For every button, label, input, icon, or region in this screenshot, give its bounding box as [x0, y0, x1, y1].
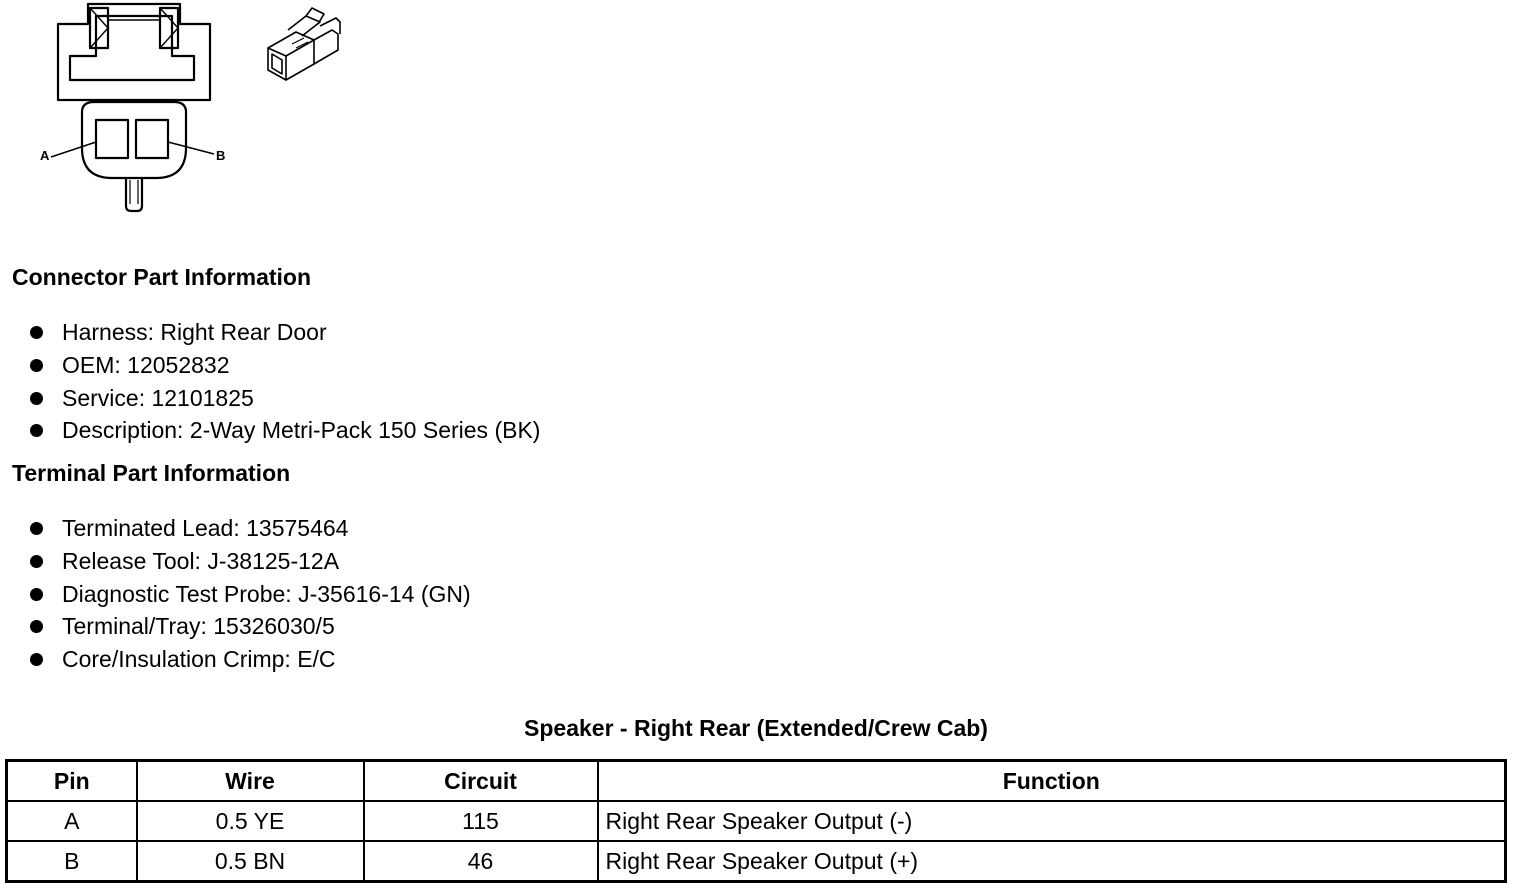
list-item-text: Terminal/Tray: 15326030/5 [62, 613, 335, 640]
cell-pin: B [7, 841, 137, 882]
list-item-text: OEM: 12052832 [62, 351, 230, 378]
bullet-icon [30, 359, 43, 372]
bullet-icon [30, 653, 43, 666]
bullet-icon [30, 588, 43, 601]
connector-isometric-thumbnail [258, 4, 344, 86]
cell-function: Right Rear Speaker Output (-) [598, 801, 1506, 841]
cell-circuit: 115 [364, 801, 598, 841]
list-item [28, 316, 540, 349]
list-item-text: Release Tool: J-38125-12A [62, 547, 340, 574]
cell-function: Right Rear Speaker Output (+) [598, 841, 1506, 882]
list-item [28, 545, 471, 578]
table-row [7, 841, 1506, 882]
terminal-part-info-heading: Terminal Part Information [12, 460, 291, 486]
cell-wire: 0.5 YE [137, 801, 364, 841]
list-item-text: Terminated Lead: 13575464 [62, 515, 349, 541]
table-row [7, 801, 1506, 841]
list-item-text: Diagnostic Test Probe: J-35616-14 (GN) [62, 580, 471, 607]
bullet-icon [30, 424, 43, 437]
cell-wire: 0.5 BN [137, 841, 364, 882]
header-wire: Wire [137, 761, 364, 802]
connector-part-info-list [28, 316, 540, 447]
bullet-icon [30, 555, 43, 568]
list-item-text: Description: 2-Way Metri-Pack 150 Series (BK) [62, 417, 541, 444]
list-item [28, 578, 471, 611]
terminal-part-info-list [28, 512, 471, 676]
header-function: Function [598, 761, 1506, 802]
pin-a-callout: A [40, 148, 50, 163]
bullet-icon [30, 392, 43, 405]
cell-circuit: 46 [364, 841, 598, 882]
table-caption: Speaker - Right Rear (Extended/Crew Cab) [524, 715, 988, 741]
header-pin: Pin [7, 761, 137, 802]
list-item-text: Core/Insulation Crimp: E/C [62, 646, 336, 673]
header-circuit: Circuit [364, 761, 598, 802]
bullet-icon [30, 326, 43, 339]
list-item-text: Harness: Right Rear Door [62, 319, 327, 345]
pin-b-callout: B [216, 148, 226, 163]
list-item [28, 382, 540, 415]
cell-pin: A [7, 801, 137, 841]
bullet-icon [30, 522, 43, 535]
connector-face-diagram [30, 0, 240, 215]
list-item [28, 349, 540, 382]
bullet-icon [30, 620, 43, 633]
list-item [28, 643, 471, 676]
list-item [28, 512, 471, 545]
list-item [28, 610, 471, 643]
list-item [28, 414, 540, 447]
connector-part-info-heading: Connector Part Information [12, 264, 312, 290]
table-header-row [7, 761, 1506, 802]
pinout-table [5, 759, 1507, 883]
list-item-text: Service: 12101825 [62, 384, 254, 411]
